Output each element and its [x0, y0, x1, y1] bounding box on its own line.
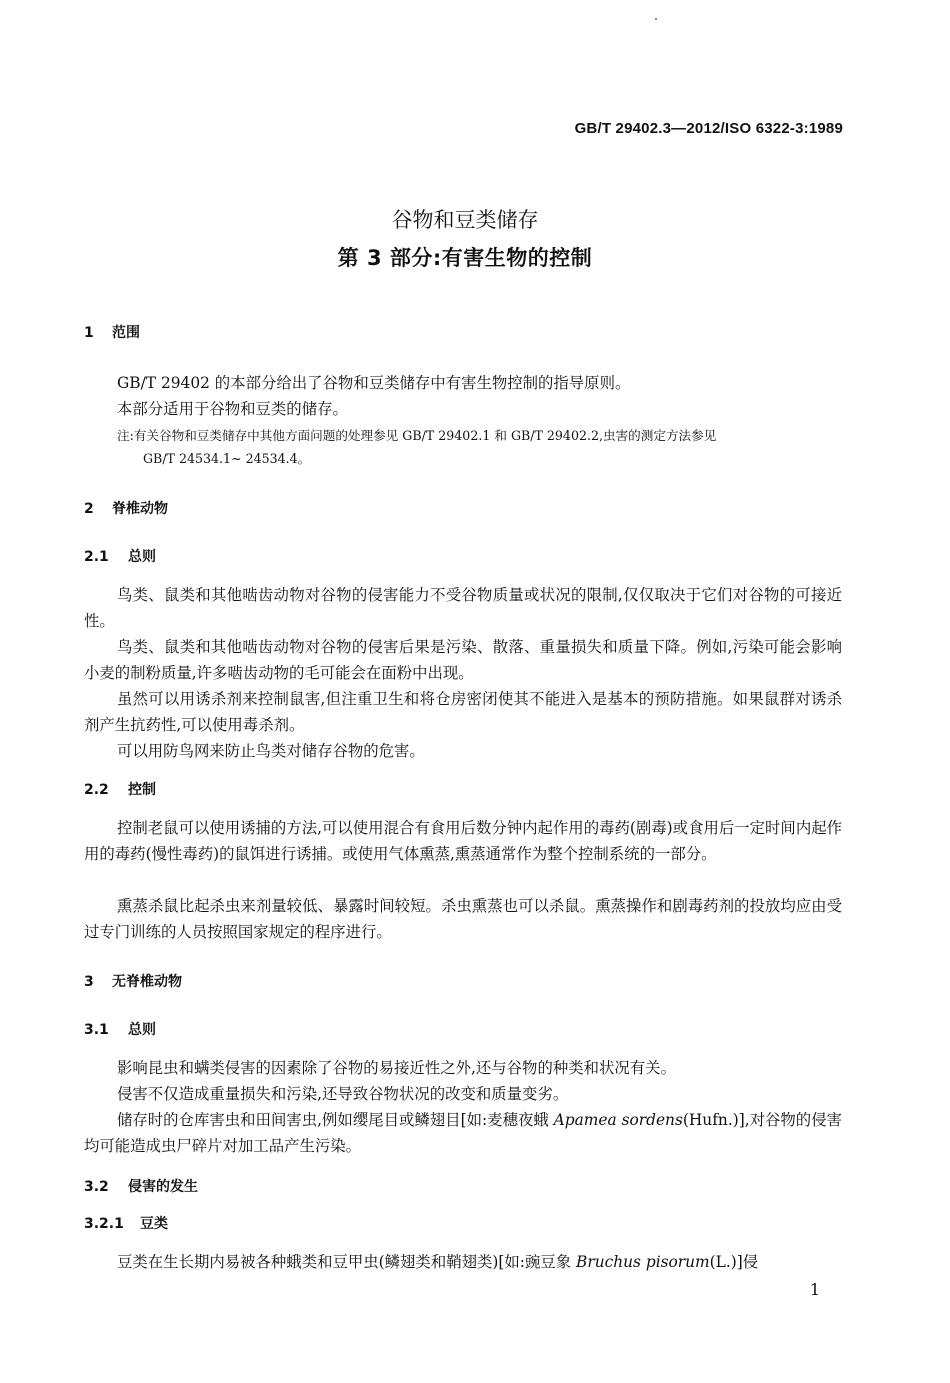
subsection-3-2-1-heading: [84, 1213, 168, 1233]
section-number: 3.2: [84, 1179, 109, 1195]
paragraph: GB/T 29402 的本部分给出了谷物和豆类储存中有害生物控制的指导原则。: [117, 374, 631, 392]
paragraph: [84, 1249, 842, 1275]
scan-speck: [655, 18, 657, 20]
section-3-heading: [84, 971, 182, 991]
section-title: 无脊椎动物: [112, 974, 182, 990]
note: 注:有关谷物和豆类储存中其他方面问题的处理参见 GB/T 29402.1 和 GB/T 29402.2,虫害的测定方法参见: [117, 428, 717, 443]
section-title: 总则: [128, 1022, 156, 1038]
text-run: (L.)]侵: [709, 1253, 759, 1271]
subsection-3-1-heading: [84, 1019, 156, 1039]
subsection-2-2-heading: [84, 779, 156, 799]
paragraph: 熏蒸杀鼠比起杀虫来剂量较低、暴露时间较短。杀虫熏蒸也可以杀鼠。熏蒸操作和剧毒药剂的投放均应由受过专门训练的人员按照国家规定的程序进行。: [84, 897, 842, 941]
paragraph: 影响昆虫和螨类侵害的因素除了谷物的易接近性之外,还与谷物的种类和状况有关。: [117, 1059, 676, 1077]
section-number: 2.1: [84, 549, 109, 565]
section-title: 豆类: [140, 1216, 168, 1232]
paragraph: 鸟类、鼠类和其他啮齿动物对谷物的侵害能力不受谷物质量或状况的限制,仅仅取决于它们对谷物的可接近性。: [84, 586, 842, 630]
text-run: 储存时的仓库害虫和田间害虫,例如缨尾目或鳞翅目[如:麦穗夜蛾: [117, 1111, 554, 1129]
section-title: 控制: [128, 782, 156, 798]
section-2-heading: [84, 498, 168, 518]
species-name: Apamea sordens: [553, 1111, 683, 1129]
doc-title: 谷物和豆类储存: [391, 208, 539, 232]
section-1-heading: [84, 322, 140, 342]
page-number: 1: [809, 1280, 820, 1299]
section-number: 2.2: [84, 782, 109, 798]
standard-number: GB/T 29402.3—2012/ISO 6322-3:1989: [574, 120, 843, 137]
section-title: 脊椎动物: [112, 501, 168, 517]
section-title: 总则: [128, 549, 156, 565]
section-title: 范围: [112, 325, 140, 341]
paragraph: 本部分适用于谷物和豆类的储存。: [117, 400, 348, 418]
paragraph: [84, 1107, 842, 1159]
doc-subtitle: 第 3 部分:有害生物的控制: [337, 246, 593, 270]
section-number: 3.2.1: [84, 1216, 124, 1232]
paragraph: 可以用防鸟网来防止鸟类对储存谷物的危害。: [117, 742, 425, 760]
subsection-2-1-heading: [84, 546, 156, 566]
section-number: 3.1: [84, 1022, 109, 1038]
text-run: (Hufn.)],对谷物的侵害均可能造成虫尸碎片对加工品产生污染。: [84, 1111, 842, 1155]
section-number: 3: [84, 974, 94, 990]
paragraph: 侵害不仅造成重量损失和污染,还导致谷物状况的改变和质量变劣。: [117, 1085, 569, 1103]
note-continuation: GB/T 24534.1~ 24534.4。: [143, 451, 311, 466]
paragraph: 虽然可以用诱杀剂来控制鼠害,但注重卫生和将仓房密闭使其不能进入是基本的预防措施。如果鼠群对诱杀剂产生抗药性,可以使用毒杀剂。: [84, 690, 842, 734]
paragraph: 鸟类、鼠类和其他啮齿动物对谷物的侵害后果是污染、散落、重量损失和质量下降。例如,污染可能会影响小麦的制粉质量,许多啮齿动物的毛可能会在面粉中出现。: [84, 638, 842, 682]
section-number: 1: [84, 325, 94, 341]
text-run: 豆类在生长期内易被各种蛾类和豆甲虫(鳞翅类和鞘翅类)[如:豌豆象: [117, 1253, 577, 1271]
paragraph: 控制老鼠可以使用诱捕的方法,可以使用混合有食用后数分钟内起作用的毒药(剧毒)或食用后一定时间内起作用的毒药(慢性毒药)的鼠饵进行诱捕。或使用气体熏蒸,熏蒸通常作为整个控制系统的一部分。: [84, 819, 842, 863]
section-title: 侵害的发生: [128, 1179, 198, 1195]
subsection-3-2-heading: [84, 1176, 198, 1196]
section-number: 2: [84, 501, 94, 517]
species-name: Bruchus pisorum: [576, 1253, 710, 1271]
